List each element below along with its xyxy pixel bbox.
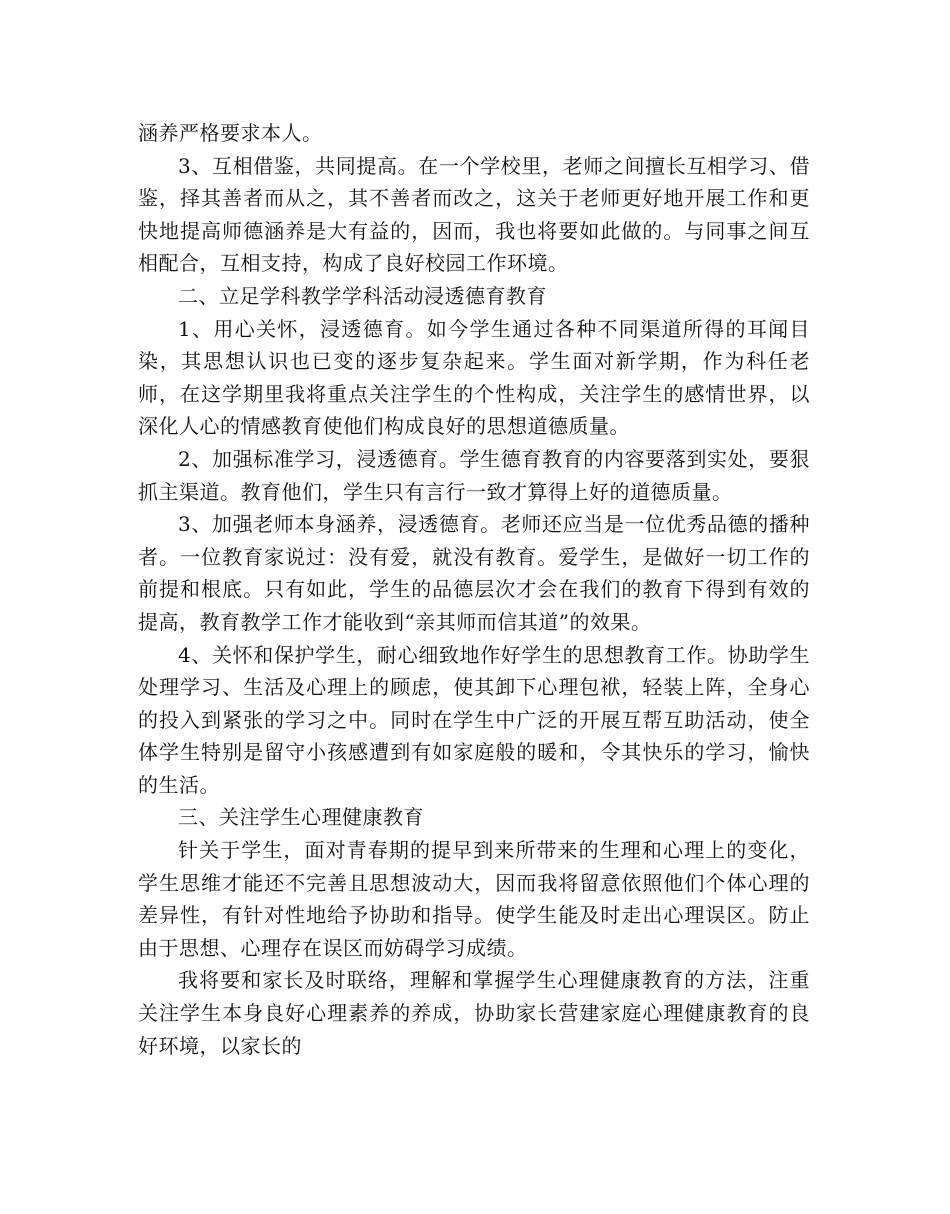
- section-heading-3: 三、关注学生心理健康教育: [178, 805, 424, 830]
- document-body: [138, 117, 810, 1062]
- paragraph-4: 1、用心关怀，浸透德育。如今学生通过各种不同渠道所得的耳闻目染，其思想认识也已变的逐步复杂起来。学生面对新学期，作为科任老师，在这学期里我将重点关注学生的个性构成，关注学生的感情世界，以深化人心的情感教育使他们构成良好的思想道德质量。: [138, 316, 810, 439]
- paragraph-5: 2、加强标准学习，浸透德育。学生德育教育的内容要落到实处，要狠抓主渠道。教育他们，学生只有言行一致才算得上好的道德质量。: [138, 446, 810, 504]
- paragraph-9: 针关于学生，面对青春期的提早到来所带来的生理和心理上的变化，学生思维才能还不完善且思想波动大，因而我将留意依照他们个体心理的差异性，有针对性地给予协助和指导。使学生能及时走出心理误区。防止由于思想、心理存在误区而妨碍学习成绩。: [138, 838, 810, 960]
- paragraph-2: 3、互相借鉴，共同提高。在一个学校里，老师之间擅长互相学习、借鉴，择其善者而从之，其不善者而改之，这关于老师更好地开展工作和更快地提高师德涵养是大有益的，因而，我也将要如此做的。与同事之间互相配合，互相支持，构成了良好校园工作环境。: [138, 153, 810, 276]
- paragraph-6: 3、加强老师本身涵养，浸透德育。老师还应当是一位优秀品德的播种者。一位教育家说过：没有爱，就没有教育。爱学生，是做好一切工作的前提和根底。只有如此，学生的品德层次才会在我们的教育下得到有效的提高，教育教学工作才能收到“亲其师而信其道”的效果。: [138, 512, 810, 634]
- paragraph-10: 我将要和家长及时联络，理解和掌握学生心理健康教育的方法，注重关注学生本身良好心理素养的养成，协助家长营建家庭心理健康教育的良好环境，以家长的: [138, 968, 810, 1058]
- paragraph-1: 涵养严格要求本人。: [138, 121, 323, 145]
- section-heading-2: 二、立足学科教学学科活动浸透德育教育: [178, 283, 547, 308]
- paragraph-7: 4、关怀和保护学生，耐心细致地作好学生的思想教育工作。协助学生处理学习、生活及心理上的顾虑，使其卸下心理包袱，轻装上阵，全身心的投入到紧张的学习之中。同时在学生中广泛的开展互帮互助活动，使全体学生特别是留守小孩感遭到有如家庭般的暖和，令其快乐的学习，愉快的生活。: [138, 642, 810, 797]
